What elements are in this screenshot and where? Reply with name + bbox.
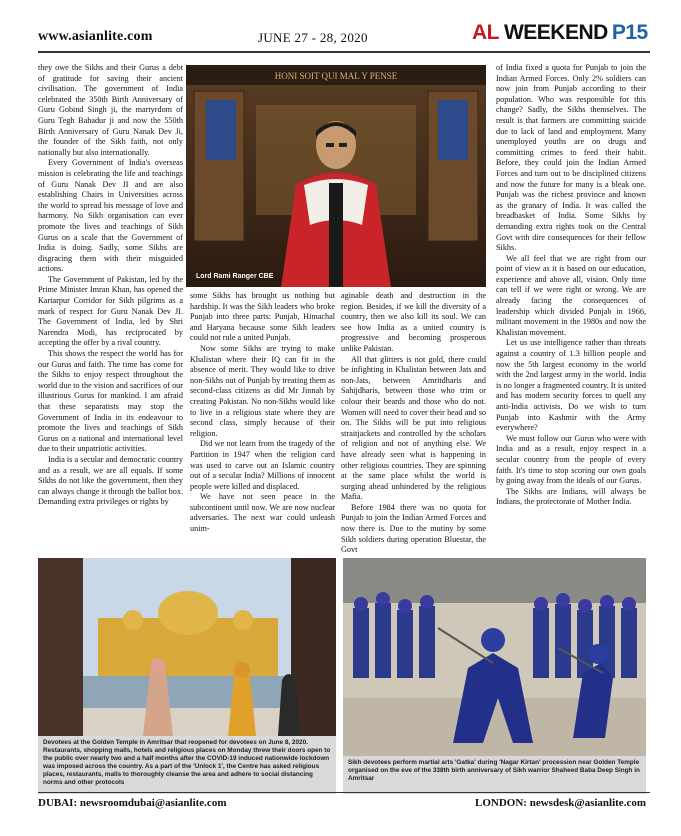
paragraph: All that glitters is not gold, there could be infighting in Khalistan between Jats and non-Jats, between Amritdharis and Sahijdharis, between those who trim or colour their beards and those who do not. Women will need to cover their head and so on. The Sikhs will be put into religious straitjackets and controlled by the scholars of religion and not of anything else. We have already seen what is happening in other religious countries. They are spinning at the same place whilst the world is surging ahead unhindered by the religious Mafia. [341, 354, 486, 502]
golden-temple-illustration [38, 558, 336, 736]
paragraph: Let us use intelligence rather than threats against a country of 1.3 billion people and now the 5th largest economy in the world with the 2nd largest army in the world. India is no longer a fragmented country. It is united and has modern security forces to quell any anti-India activists. Do we wish to turn Punjab into Kashmir with the Army everywhere? [496, 338, 646, 433]
gatka-illustration [343, 558, 646, 756]
paragraph: some Sikhs has brought us nothing but hardship. It was the Sikh leaders who broke Punjab into three parts: Punjab, Himachal and Haryana because some Sikh leaders could not rule a united Punjab. [190, 291, 335, 343]
paragraph: We all feel that we are right from our point of view as it is based on our education, experience and above all, vision. Only time can tell if we were right or wrong. We are already facing the consequences of leadership which divided Punjab in 1966, militant movement in the 1980s and now the Khalistan movement. [496, 253, 646, 337]
paragraph: The Government of Pakistan, led by the Prime Minister Imran Khan, has opened the Kartarpur Corridor for Sikh pilgrims as a mark of respect for Guru Nanak Dev JI. The Government of India, led by Shri Narendra Modi, has reciprocated by accepting the offer by a rival country. [38, 274, 183, 348]
gatka-photo [343, 558, 646, 756]
photo-caption-left: Devotees at the Golden Temple in Amritsar that reopened for devotees on June 8, 2020. Restaurants, shopping malls, hotels and religious places on Monday threw their doors open to the public over nearly two and a half months after the COVID-19 induced nationwide lockdown was imposed across the country. As a part of the 'Unlock 1', the Centre has asked religious places, restaurants, malls to thoroughly cleanse the area and adhere to social distancing norms and other protocols [38, 736, 336, 794]
article-column-2 [190, 291, 335, 535]
paragraph: We have not seen peace in the subcontinent until now. We are now nuclear adversaries. The next war could unleash unim- [190, 492, 335, 534]
paragraph: This shows the respect the world has for our Gurus and faith. The time has come for the Sikhs to enjoy respect throughout the world due to the vision and sacrifices of our illustrious Gurus for mankind. I am afraid that these separatists may stop the Government of India in its endeavour to promote the lives and teachings of Sikh Gurus on a national and international level due to their unpatriotic activities. [38, 349, 183, 454]
paragraph: We must follow our Gurus who were with India and as a result, enjoy respect in a secular country from the people of every faith. It's time to stop scoring our own goals by going away from the ideals of our Gurus. [496, 433, 646, 486]
brand-weekend: WEEKEND [503, 21, 608, 44]
portrait-illustration [186, 65, 486, 287]
page-number: P15 [611, 21, 648, 44]
header-rule [38, 51, 650, 53]
paragraph: of India fixed a quota for Punjab to join the Indian Armed Forces. Only 2% soldiers can now join from Punjab according to their population. Who was responsible for this change? Sadly, the Sikhs themselves. The result is that farmers are committing suicide due to lack of land and employment. Many unemployed youths are on drugs and committing crimes to feed their habit. Before, they could join the Indian Armed Forces and turn out to be disciplined citizens and now the future for many is a bleak one. Punjab was the richest province and known as the granary of India. It was called the breadbasket of India. Some Sikhs by demanding extra rights took on the Central Govt with dire consequences for their fellow Sikhs. [496, 63, 646, 253]
issue-date: JUNE 27 - 28, 2020 [258, 30, 368, 45]
paragraph: Before 1984 there was no quota for Punjab to join the Indian Armed Forces and now there is. Due to the mutiny by some Sikh soldiers during operation Bluestar, the Govt [341, 502, 486, 555]
footer-dubai-email[interactable]: DUBAI: newsroomdubai@asianlite.com [38, 797, 227, 809]
footer-rule [38, 792, 650, 793]
paragraph: they owe the Sikhs and their Gurus a debt of gratitude for saving their ancient civilisation. The government of India celebrated the 350th Birth Anniversary of Guru Gobind Singh ji, the martyrdom of Guru Tegh Bahadur ji and now the 550th Birth Anniversary of Guru Nanak Dev Ji, the founder of the Sikh faith, not only nationally but also internationally. [38, 63, 183, 157]
paragraph: The Sikhs are Indians, will always be Indians, the protectorate of Mother India. [496, 486, 646, 507]
paragraph: Every Government of India's overseas mission is celebrating the life and teachings of Guru Nanak Dev JI and are also establishing Chairs in Universities across the world to spread his message of love and harmony. No Sikh organisation can ever promote the lives and teachings of Sikh Gurus on a scale that the Government of India is doing. Sadly, some Sikhs are disgracing them with their misguided actions. [38, 158, 183, 274]
article-column-4 [496, 63, 646, 508]
golden-temple-photo [38, 558, 336, 736]
footer-london-email[interactable]: LONDON: newsdesk@asianlite.com [475, 797, 646, 809]
paragraph: Now some Sikhs are trying to make Khalistan where their IQ can fit in the absence of merit. They would like to drive non-Sikhs out of Punjab by treating them as second-class citizens as did Mr Jinnah by creating Pakistan. No non-Sikhs would like to live in a religious state where they are second class, simply because of their religion. [190, 343, 335, 438]
article-column-1 [38, 63, 183, 508]
site-url[interactable]: www.asianlite.com [38, 29, 153, 44]
brand-logo [472, 21, 648, 45]
photo-caption-right: Sikh devotees perform martial arts 'Gatka' during 'Nagar Kirtan' procession near Golden Temple organised on the eve of the 338th birth anniversary of Sikh warrior Shaheed Baba Deep Singh in Amritsar [343, 756, 646, 794]
paragraph: aginable death and destruction in the region. Besides, if we kill the diversity of a country, then we also kill its soul. We can see how India as a united country is progressive and becoming prosperous unlike Pakistan. [341, 291, 486, 353]
banner-text: HONI SOIT QUI MAL Y PENSE [274, 71, 398, 81]
portrait-photo [186, 65, 486, 287]
article-column-3 [341, 291, 486, 556]
paragraph: India is a secular and democratic country and as a result, we are all equals. If some Sikhs do not like the government, then they can always change it through the ballot box. Demanding extra privileges or rights by [38, 454, 183, 507]
page-header [0, 0, 681, 52]
brand-al: AL [472, 21, 499, 44]
photo-caption: Lord Rami Ranger CBE [196, 273, 274, 280]
paragraph: Did we not learn from the tragedy of the Partition in 1947 when the religion card was used to carve out an Islamic country out of a secular India? Millions of innocent people were killed and displaced. [190, 439, 335, 491]
